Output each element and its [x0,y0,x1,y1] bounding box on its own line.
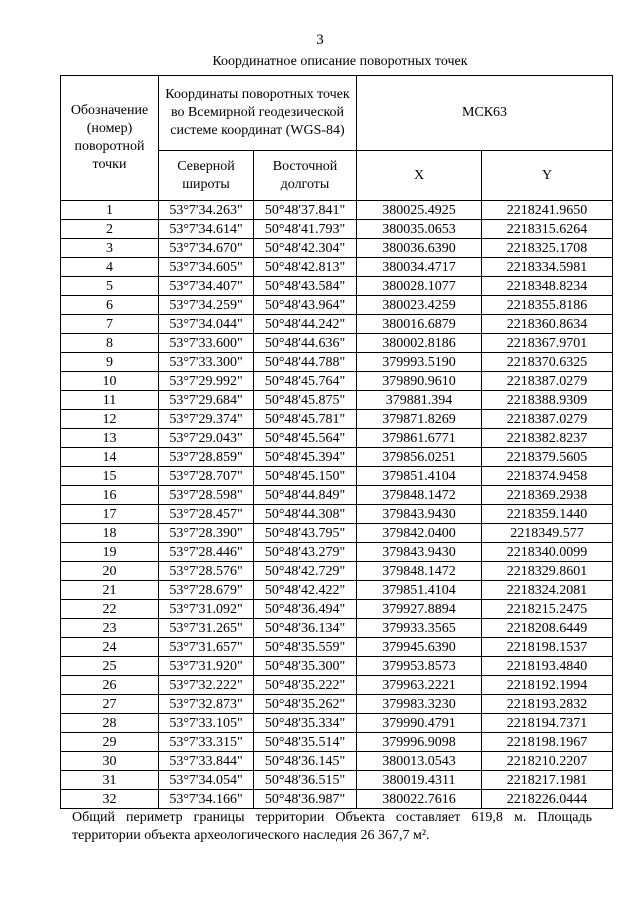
x-cell: 379842.0400 [357,524,482,543]
latitude-cell: 53°7'34.407" [159,277,254,296]
x-cell: 379871.8269 [357,410,482,429]
latitude-cell: 53°7'31.092" [159,600,254,619]
table-row [61,372,613,391]
table-row [61,752,613,771]
point-number: 20 [61,562,159,581]
table-row [61,657,613,676]
longitude-cell: 50°48'45.875" [254,391,357,410]
longitude-cell: 50°48'36.494" [254,600,357,619]
y-cell: 2218349.577 [482,524,613,543]
point-number: 15 [61,467,159,486]
latitude-cell: 53°7'28.598" [159,486,254,505]
x-cell: 380002.8186 [357,334,482,353]
table-row [61,467,613,486]
latitude-cell: 53°7'34.054" [159,771,254,790]
longitude-cell: 50°48'42.304" [254,239,357,258]
y-cell: 2218370.6325 [482,353,613,372]
table-row [61,429,613,448]
longitude-cell: 50°48'42.813" [254,258,357,277]
table-row [61,790,613,809]
point-number: 18 [61,524,159,543]
x-cell: 380013.0543 [357,752,482,771]
longitude-cell: 50°48'44.636" [254,334,357,353]
y-cell: 2218369.2938 [482,486,613,505]
y-cell: 2218325.1708 [482,239,613,258]
table-row [61,277,613,296]
latitude-cell: 53°7'33.315" [159,733,254,752]
x-cell: 379990.4791 [357,714,482,733]
x-cell: 379851.4104 [357,467,482,486]
latitude-cell: 53°7'34.605" [159,258,254,277]
x-cell: 380028.1077 [357,277,482,296]
x-cell: 379983.3230 [357,695,482,714]
latitude-cell: 53°7'31.657" [159,638,254,657]
longitude-cell: 50°48'43.795" [254,524,357,543]
y-cell: 2218198.1967 [482,733,613,752]
y-cell: 2218215.2475 [482,600,613,619]
point-number: 4 [61,258,159,277]
x-cell: 379856.0251 [357,448,482,467]
y-cell: 2218315.6264 [482,220,613,239]
header-north-latitude: Северной широты [159,151,254,201]
latitude-cell: 53°7'31.265" [159,619,254,638]
point-number: 24 [61,638,159,657]
y-cell: 2218226.0444 [482,790,613,809]
longitude-cell: 50°48'35.514" [254,733,357,752]
y-cell: 2218360.8634 [482,315,613,334]
longitude-cell: 50°48'36.987" [254,790,357,809]
longitude-cell: 50°48'44.308" [254,505,357,524]
page-number: 3 [316,32,324,48]
latitude-cell: 53°7'34.259" [159,296,254,315]
point-number: 21 [61,581,159,600]
table-row [61,486,613,505]
latitude-cell: 53°7'32.222" [159,676,254,695]
x-cell: 379890.9610 [357,372,482,391]
latitude-cell: 53°7'33.105" [159,714,254,733]
longitude-cell: 50°48'35.222" [254,676,357,695]
point-number: 32 [61,790,159,809]
table-row [61,543,613,562]
longitude-cell: 50°48'45.764" [254,372,357,391]
latitude-cell: 53°7'29.684" [159,391,254,410]
latitude-cell: 53°7'33.600" [159,334,254,353]
latitude-cell: 53°7'28.390" [159,524,254,543]
table-row [61,733,613,752]
table-row [61,771,613,790]
x-cell: 380034.4717 [357,258,482,277]
point-number: 7 [61,315,159,334]
point-number: 3 [61,239,159,258]
longitude-cell: 50°48'35.559" [254,638,357,657]
header-y: Y [482,151,613,201]
longitude-cell: 50°48'44.788" [254,353,357,372]
table-row [61,581,613,600]
y-cell: 2218210.2207 [482,752,613,771]
x-cell: 379945.6390 [357,638,482,657]
x-cell: 379953.8573 [357,657,482,676]
longitude-cell: 50°48'37.841" [254,201,357,220]
table-row [61,315,613,334]
point-number: 10 [61,372,159,391]
table-row [61,524,613,543]
table-body [61,201,613,809]
x-cell: 379848.1472 [357,486,482,505]
latitude-cell: 53°7'28.707" [159,467,254,486]
y-cell: 2218217.1981 [482,771,613,790]
point-number: 30 [61,752,159,771]
point-number: 25 [61,657,159,676]
y-cell: 2218387.0279 [482,410,613,429]
longitude-cell: 50°48'44.849" [254,486,357,505]
point-number: 12 [61,410,159,429]
table-row [61,714,613,733]
x-cell: 379881.394 [357,391,482,410]
y-cell: 2218340.0099 [482,543,613,562]
y-cell: 2218198.1537 [482,638,613,657]
latitude-cell: 53°7'29.043" [159,429,254,448]
point-number: 28 [61,714,159,733]
point-number: 17 [61,505,159,524]
longitude-cell: 50°48'42.729" [254,562,357,581]
point-number: 31 [61,771,159,790]
longitude-cell: 50°48'41.793" [254,220,357,239]
longitude-cell: 50°48'45.150" [254,467,357,486]
y-cell: 2218382.8237 [482,429,613,448]
latitude-cell: 53°7'29.374" [159,410,254,429]
y-cell: 2218388.9309 [482,391,613,410]
table-row [61,619,613,638]
x-cell: 380016.6879 [357,315,482,334]
latitude-cell: 53°7'28.457" [159,505,254,524]
y-cell: 2218359.1440 [482,505,613,524]
point-number: 22 [61,600,159,619]
latitude-cell: 53°7'33.844" [159,752,254,771]
table-row [61,695,613,714]
x-cell: 380022.7616 [357,790,482,809]
latitude-cell: 53°7'34.614" [159,220,254,239]
point-number: 1 [61,201,159,220]
longitude-cell: 50°48'36.515" [254,771,357,790]
table-row [61,505,613,524]
longitude-cell: 50°48'35.334" [254,714,357,733]
header-x: X [357,151,482,201]
point-number: 27 [61,695,159,714]
latitude-cell: 53°7'34.670" [159,239,254,258]
x-cell: 380023.4259 [357,296,482,315]
header-point-designation: Обозначение (номер) поворотной точки [61,76,159,201]
latitude-cell: 53°7'32.873" [159,695,254,714]
point-number: 14 [61,448,159,467]
x-cell: 379933.3565 [357,619,482,638]
y-cell: 2218367.9701 [482,334,613,353]
table-row [61,334,613,353]
point-number: 13 [61,429,159,448]
x-cell: 380019.4311 [357,771,482,790]
y-cell: 2218193.2832 [482,695,613,714]
x-cell: 380025.4925 [357,201,482,220]
y-cell: 2218348.8234 [482,277,613,296]
y-cell: 2218208.6449 [482,619,613,638]
y-cell: 2218194.7371 [482,714,613,733]
x-cell: 379927.8894 [357,600,482,619]
point-number: 19 [61,543,159,562]
y-cell: 2218192.1994 [482,676,613,695]
y-cell: 2218241.9650 [482,201,613,220]
point-number: 11 [61,391,159,410]
y-cell: 2218324.2081 [482,581,613,600]
document-title: Координатное описание поворотных точек [212,54,468,69]
x-cell: 379861.6771 [357,429,482,448]
table-row [61,258,613,277]
point-number: 9 [61,353,159,372]
point-number: 26 [61,676,159,695]
y-cell: 2218334.5981 [482,258,613,277]
header-east-longitude: Восточной долготы [254,151,357,201]
table-row [61,220,613,239]
x-cell: 379848.1472 [357,562,482,581]
longitude-cell: 50°48'36.134" [254,619,357,638]
y-cell: 2218193.4840 [482,657,613,676]
x-cell: 379963.2221 [357,676,482,695]
x-cell: 379996.9098 [357,733,482,752]
point-number: 2 [61,220,159,239]
latitude-cell: 53°7'33.300" [159,353,254,372]
table-row [61,239,613,258]
latitude-cell: 53°7'34.044" [159,315,254,334]
y-cell: 2218387.0279 [482,372,613,391]
point-number: 8 [61,334,159,353]
x-cell: 379843.9430 [357,543,482,562]
x-cell: 380036.6390 [357,239,482,258]
latitude-cell: 53°7'28.679" [159,581,254,600]
table-row [61,600,613,619]
longitude-cell: 50°48'44.242" [254,315,357,334]
table-row [61,448,613,467]
latitude-cell: 53°7'31.920" [159,657,254,676]
x-cell: 380035.0653 [357,220,482,239]
longitude-cell: 50°48'45.781" [254,410,357,429]
longitude-cell: 50°48'35.262" [254,695,357,714]
point-number: 6 [61,296,159,315]
x-cell: 379993.5190 [357,353,482,372]
longitude-cell: 50°48'35.300" [254,657,357,676]
longitude-cell: 50°48'43.279" [254,543,357,562]
header-wgs84: Координаты поворотных точек во Всемирной геодезической системе координат (WGS-84) [159,76,357,151]
longitude-cell: 50°48'45.564" [254,429,357,448]
table-row [61,296,613,315]
point-number: 23 [61,619,159,638]
longitude-cell: 50°48'45.394" [254,448,357,467]
y-cell: 2218329.8601 [482,562,613,581]
point-number: 5 [61,277,159,296]
perimeter-area-note: Общий периметр границы территории Объекта составляет 619,8 м. Площадь территории объекта археологического наследия 26 367,7 м². [72,810,592,843]
point-number: 16 [61,486,159,505]
table-row [61,201,613,220]
table-row [61,562,613,581]
coordinates-table [60,75,613,809]
header-msk63: МСК63 [357,76,613,151]
table-row [61,638,613,657]
x-cell: 379843.9430 [357,505,482,524]
table-row [61,391,613,410]
y-cell: 2218355.8186 [482,296,613,315]
latitude-cell: 53°7'28.859" [159,448,254,467]
y-cell: 2218374.9458 [482,467,613,486]
longitude-cell: 50°48'42.422" [254,581,357,600]
latitude-cell: 53°7'29.992" [159,372,254,391]
x-cell: 379851.4104 [357,581,482,600]
latitude-cell: 53°7'34.263" [159,201,254,220]
y-cell: 2218379.5605 [482,448,613,467]
longitude-cell: 50°48'43.964" [254,296,357,315]
table-row [61,676,613,695]
longitude-cell: 50°48'43.584" [254,277,357,296]
table-row [61,410,613,429]
longitude-cell: 50°48'36.145" [254,752,357,771]
table-row [61,353,613,372]
latitude-cell: 53°7'28.576" [159,562,254,581]
latitude-cell: 53°7'28.446" [159,543,254,562]
point-number: 29 [61,733,159,752]
latitude-cell: 53°7'34.166" [159,790,254,809]
